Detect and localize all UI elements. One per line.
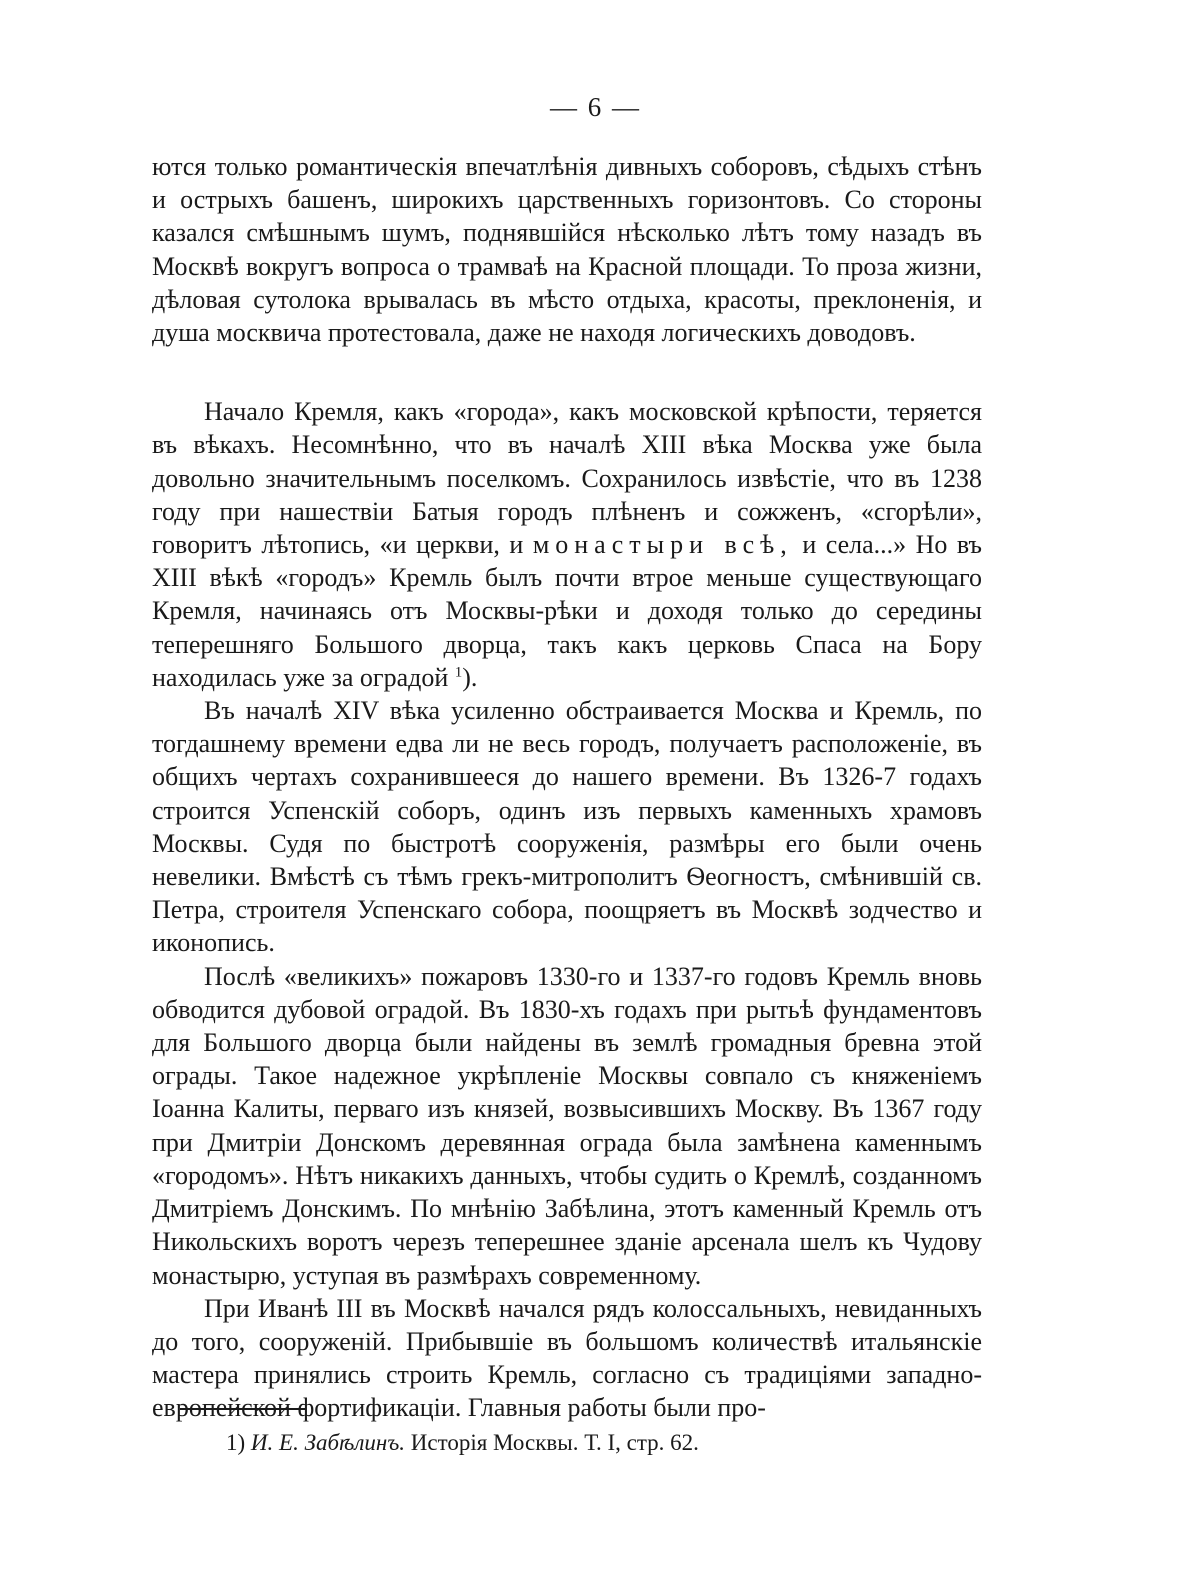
paragraph-kremlin-origin-part1: Начало Кремля, какъ «города», какъ московской крѣпости, теряется въ вѣкахъ. Несомнѣнно, что въ началѣ XIII вѣка Москва уже была довольно значительнымъ поселкомъ. Сохранилось извѣстіе, что въ 1238 году при нашествіи Батыя городъ плѣненъ и сожженъ, «сгорѣли», говоритъ лѣтопись, «и церкви, и (152, 397, 982, 560)
page-number: — 6 — (550, 92, 641, 122)
footnote-text: Исторія Москвы. Т. I, стр. 62. (410, 1430, 699, 1455)
paragraph-fires: Послѣ «великихъ» пожаровъ 1330-го и 1337-го годовъ Кремль вновь обводится дубовой оградой. Въ 1830-хъ годахъ при рытьѣ фундаментовъ для Большого дворца были найдены въ землѣ громадныя бревна этой ограды. Такое надежное укрѣпленіе Москвы совпало съ княженіемъ Іоанна Калиты, перваго изъ князей, возвысившихъ Москву. Въ 1367 году при Дмитріи Донскомъ деревянная ограда была замѣнена каменнымъ «городомъ». Нѣтъ никакихъ данныхъ, чтобы судить о Кремлѣ, созданномъ Дмитріемъ Донскимъ. По мнѣнію Забѣлина, этотъ каменный Кремль отъ Никольскихъ воротъ черезъ теперешнее зданіе арсенала шелъ къ Чудову монастырю, уступая въ размѣрахъ современному. (152, 961, 982, 1290)
paragraph-xiv-century: Въ началѣ XIV вѣка усиленно обстраивается Москва и Кремль, по тогдашнему времени едва ли не весь городъ, получаетъ расположеніе, въ общихъ чертахъ сохранившееся до нашего времени. Въ 1326-7 годахъ строится Успенскій соборъ, одинъ изъ первыхъ каменныхъ храмовъ Москвы. Судя по быстротѣ сооруженія, размѣры его были очень невелики. Вмѣстѣ съ тѣмъ грекъ-митрополитъ Ѳеогностъ, смѣнившій св. Петра, строителя Успенскаго собора, поощряетъ въ Москвѣ зодчество и иконопись. (152, 696, 982, 958)
paragraph-ivan-iii: При Иванѣ III въ Москвѣ начался рядъ колоссальныхъ, невиданныхъ до того, сооруженій. Прибывшіе въ большомъ количествѣ итальянскіе мастера принялись строить Кремль, согласно съ традиціями западно-европейской фортификаціи. Главныя работы были про- (152, 1293, 982, 1423)
spaced-emphasis: монастыри всѣ, (532, 530, 793, 560)
body-text (152, 150, 982, 1425)
footnote (226, 1428, 986, 1458)
paragraph-end-punct: ). (462, 662, 478, 692)
paragraph-gap (152, 349, 982, 395)
footnote-marker: 1) (226, 1430, 246, 1455)
footnote-reference: 1 (454, 664, 463, 681)
footnote-author: И. Е. Забѣлинъ. (250, 1430, 406, 1455)
paragraph-continued: ются только романтическія впечатлѣнія дивныхъ соборовъ, сѣдыхъ стѣнъ и острыхъ башенъ, широкихъ царственныхъ горизонтовъ. Со стороны казался смѣшнымъ шумъ, поднявшійся нѣсколько лѣтъ тому назадъ въ Москвѣ вокругъ вопроса о трамваѣ на Красной площади. То проза жизни, дѣловая сутолока врывалась въ мѣсто отдыха, красоты, преклоненія, и душа москвича протестовала, даже не находя логическихъ доводовъ. (152, 152, 982, 348)
footnote-rule (180, 1408, 306, 1410)
paragraph-kremlin-origin (152, 395, 982, 694)
paragraph-kremlin-origin-part2: и села...» Но въ XIII вѣкѣ «городъ» Кремль былъ почти втрое меньше существующаго Кремля, начинаясь отъ Москвы-рѣки и доходя только до середины теперешняго Большого дворца, такъ какъ церковь Спаса на Бору находилась уже за оградой (152, 530, 983, 692)
